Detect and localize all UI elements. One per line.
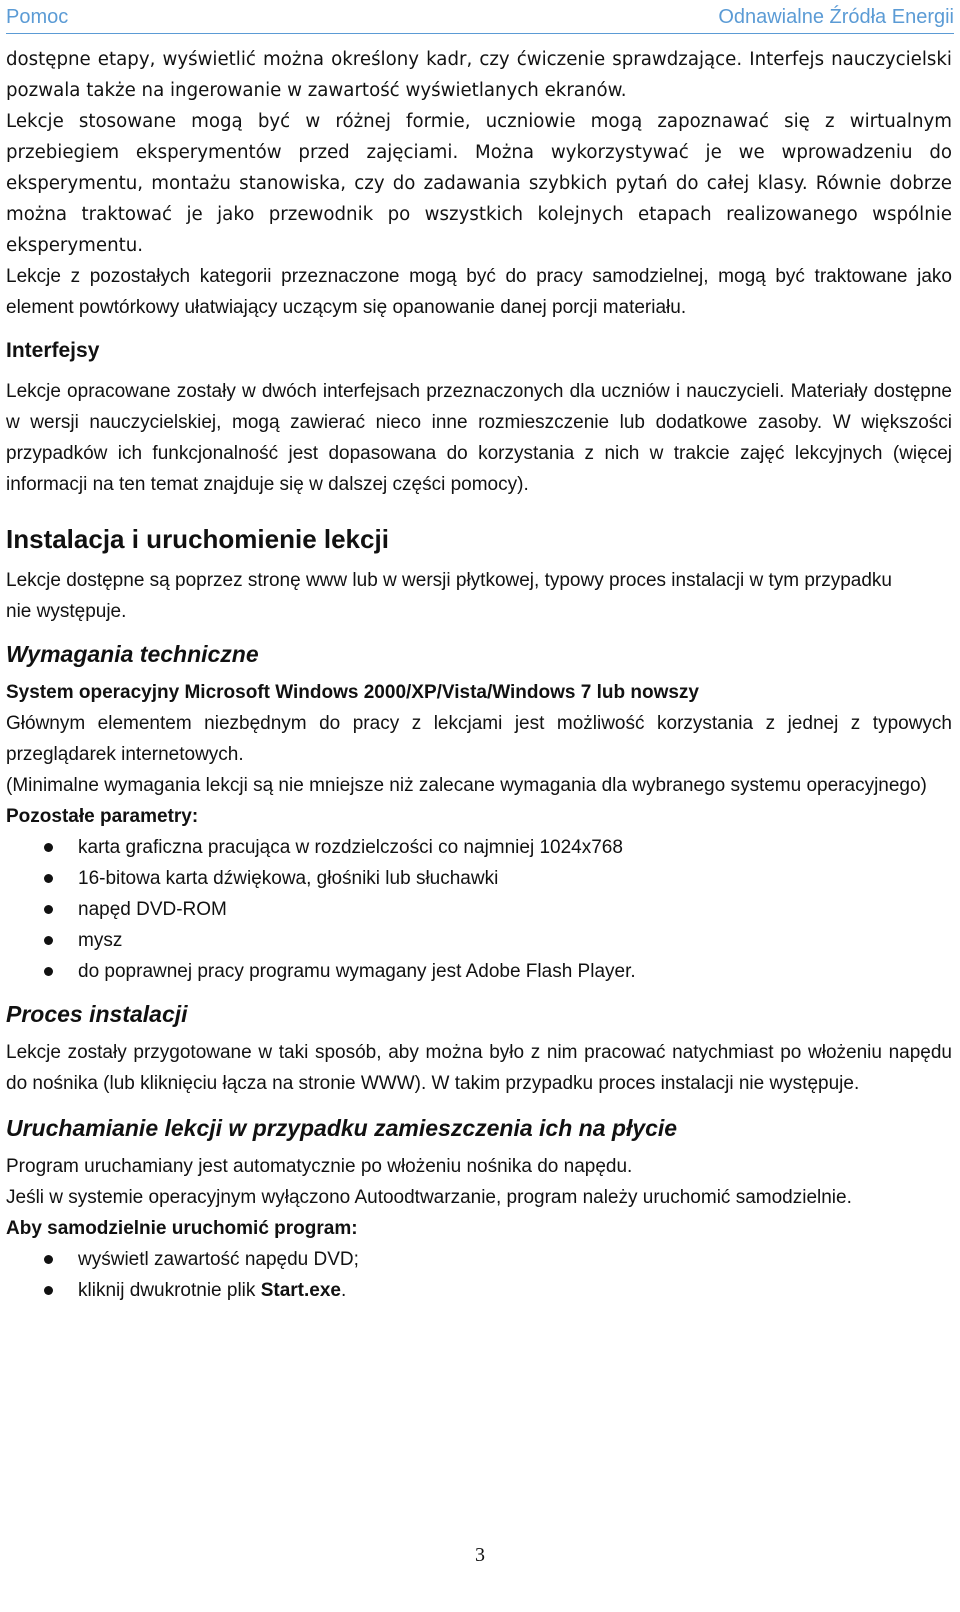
bullet-icon [44,1286,53,1295]
interfejsy-paragraph: Lekcje opracowane zostały w dwóch interfejsach przeznaczonych dla uczniów i nauczycieli. Materiały dostępne w wersji nauczycielskiej, mogą zawierać nieco inne rozmieszczenie lub dodatkowe zasoby. W większości przypadków ich funkcjonalność jest dopasowana do korzystania z nich w trakcie zajęć lekcyjnych (więcej informacji na ten temat znajduje się w dalszej części pomocy). [6,381,952,495]
interfejsy-heading: Interfejsy [6,339,100,362]
list-item-text: karta graficzna pracująca w rozdzielczości co najmniej 1024x768 [78,837,623,858]
proces-heading: Proces instalacji [6,1001,188,1027]
steps-list [6,1244,952,1306]
params-label: Pozostałe parametry: [6,806,199,827]
uruchamianie-paragraph-1: Program uruchamiany jest automatycznie po włożeniu nośnika do napędu. [6,1156,633,1177]
list-item [6,1275,952,1306]
list-item [6,832,952,863]
proces-paragraph: Lekcje zostały przygotowane w taki sposób, aby można było z nim pracować natychmiast po włożeniu napędu do nośnika (lub kliknięciu łącza na stronie WWW). W takim przypadku proces instalacji nie występuje. [6,1042,952,1094]
list-item [6,925,952,956]
list-item-text: do poprawnej pracy programu wymagany jest Adobe Flash Player. [78,961,636,982]
intro-paragraph-3: Lekcje z pozostałych kategorii przeznaczone mogą być do pracy samodzielnej, mogą być traktowane jako element powtórkowy ułatwiający uczącym się opanowanie danej porcji materiału. [6,266,952,318]
page-content [6,44,952,1306]
wymagania-heading: Wymagania techniczne [6,641,259,667]
page-header [6,4,954,34]
steps-label: Aby samodzielnie uruchomić program: [6,1218,358,1239]
list-item [6,894,952,925]
system-requirement: System operacyjny Microsoft Windows 2000/XP/Vista/Windows 7 lub nowszy [6,682,699,703]
list-item-text: napęd DVD-ROM [78,899,227,920]
list-item-text: kliknij dwukrotnie plik [78,1280,261,1301]
instalacja-paragraph: Lekcje dostępne są poprzez stronę www lub w wersji płytkowej, typowy proces instalacji w tym przypadku nie występuje. [6,570,892,622]
bullet-icon [44,967,53,976]
list-item-text: wyświetl zawartość napędu DVD; [78,1249,359,1270]
instalacja-heading: Instalacja i uruchomienie lekcji [6,524,389,554]
list-item-text: 16-bitowa karta dźwiękowa, głośniki lub słuchawki [78,868,499,889]
uruchamianie-heading: Uruchamianie lekcji w przypadku zamieszczenia ich na płycie [6,1115,678,1141]
wymagania-paragraph-1: Głównym elementem niezbędnym do pracy z lekcjami jest możliwość korzystania z jednej z typowych przeglądarek internetowych. [6,713,952,765]
header-left-title: Pomoc [6,6,69,28]
intro-paragraph-1: dostępne etapy, wyświetlić można określony kadr, czy ćwiczenie sprawdzające. Interfejs nauczycielski pozwala także na ingerowanie w zawartość wyświetlanych ekranów. [6,49,952,101]
header-right-title: Odnawialne Źródła Energii [718,6,954,28]
bullet-icon [44,874,53,883]
bullet-icon [44,936,53,945]
bullet-icon [44,905,53,914]
page-number: 3 [475,1544,485,1566]
wymagania-paragraph-2: (Minimalne wymagania lekcji są nie mniejsze niż zalecane wymagania dla wybranego systemu operacyjnego) [6,775,927,796]
list-item [6,863,952,894]
list-item-suffix: . [340,1280,347,1301]
list-item [6,956,952,987]
intro-paragraph-2: Lekcje stosowane mogą być w różnej formie, uczniowie mogą zapoznawać się z wirtualnym przebiegiem eksperymentów przed zajęciami. Można wykorzystywać je we wprowadzeniu do eksperymentu, montażu stanowiska, czy do zadawania szybkich pytań do całej klasy. Równie dobrze można traktować je jako przewodnik po wszystkich kolejnych etapach realizowanego wspólnie eksperymentu. [6,111,952,256]
uruchamianie-paragraph-2: Jeśli w systemie operacyjnym wyłączono Autoodtwarzanie, program należy uruchomić samodzielnie. [6,1187,852,1208]
start-exe-filename: Start.exe [260,1280,341,1301]
list-item-text: mysz [78,930,123,951]
list-item [6,1244,952,1275]
bullet-icon [44,843,53,852]
bullet-icon [44,1255,53,1264]
params-list [6,832,952,987]
